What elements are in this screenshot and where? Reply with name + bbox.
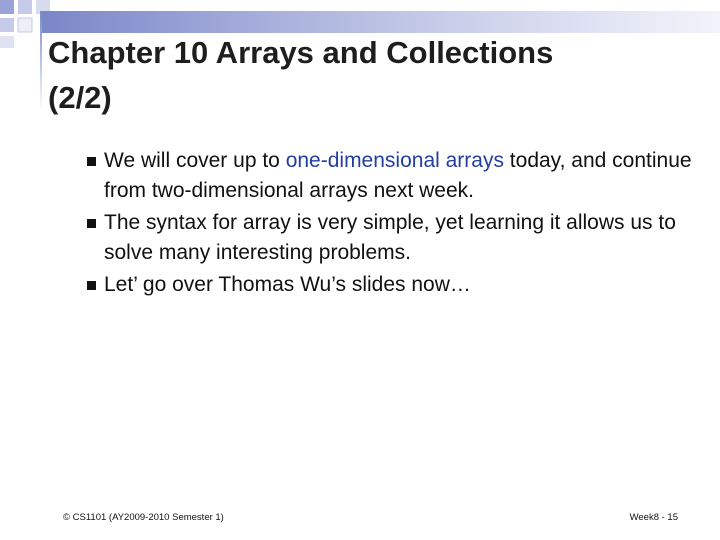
slide-title [48,30,688,120]
footer-copyright: © CS1101 (AY2009-2010 Semester 1) [63,512,224,523]
slide-title-line1: Chapter 10 Arrays and Collections [48,35,554,70]
footer-page-number: Week8 - 15 [629,512,678,523]
bullet-item [87,208,697,267]
bullet-square-icon [87,157,96,166]
bullet-text: Let’ go over Thomas Wu’s slides now… [104,273,471,296]
bullet-list [87,146,697,303]
bullet-text-before: We will cover up to [104,149,286,172]
bullet-highlight: one-dimensional arrays [285,149,504,172]
bullet-text-after: today, and continue from two-dimensional arrays next week. [104,149,692,202]
title-accent-line [40,11,42,111]
bullet-item [87,146,697,205]
bullet-square-icon [87,281,96,290]
slide-title-line2: (2/2) [48,80,112,115]
bullet-square-icon [87,219,96,228]
bullet-item [87,270,697,300]
bullet-text: The syntax for array is very simple, yet learning it allows us to solve many interesting problems. [104,211,676,264]
